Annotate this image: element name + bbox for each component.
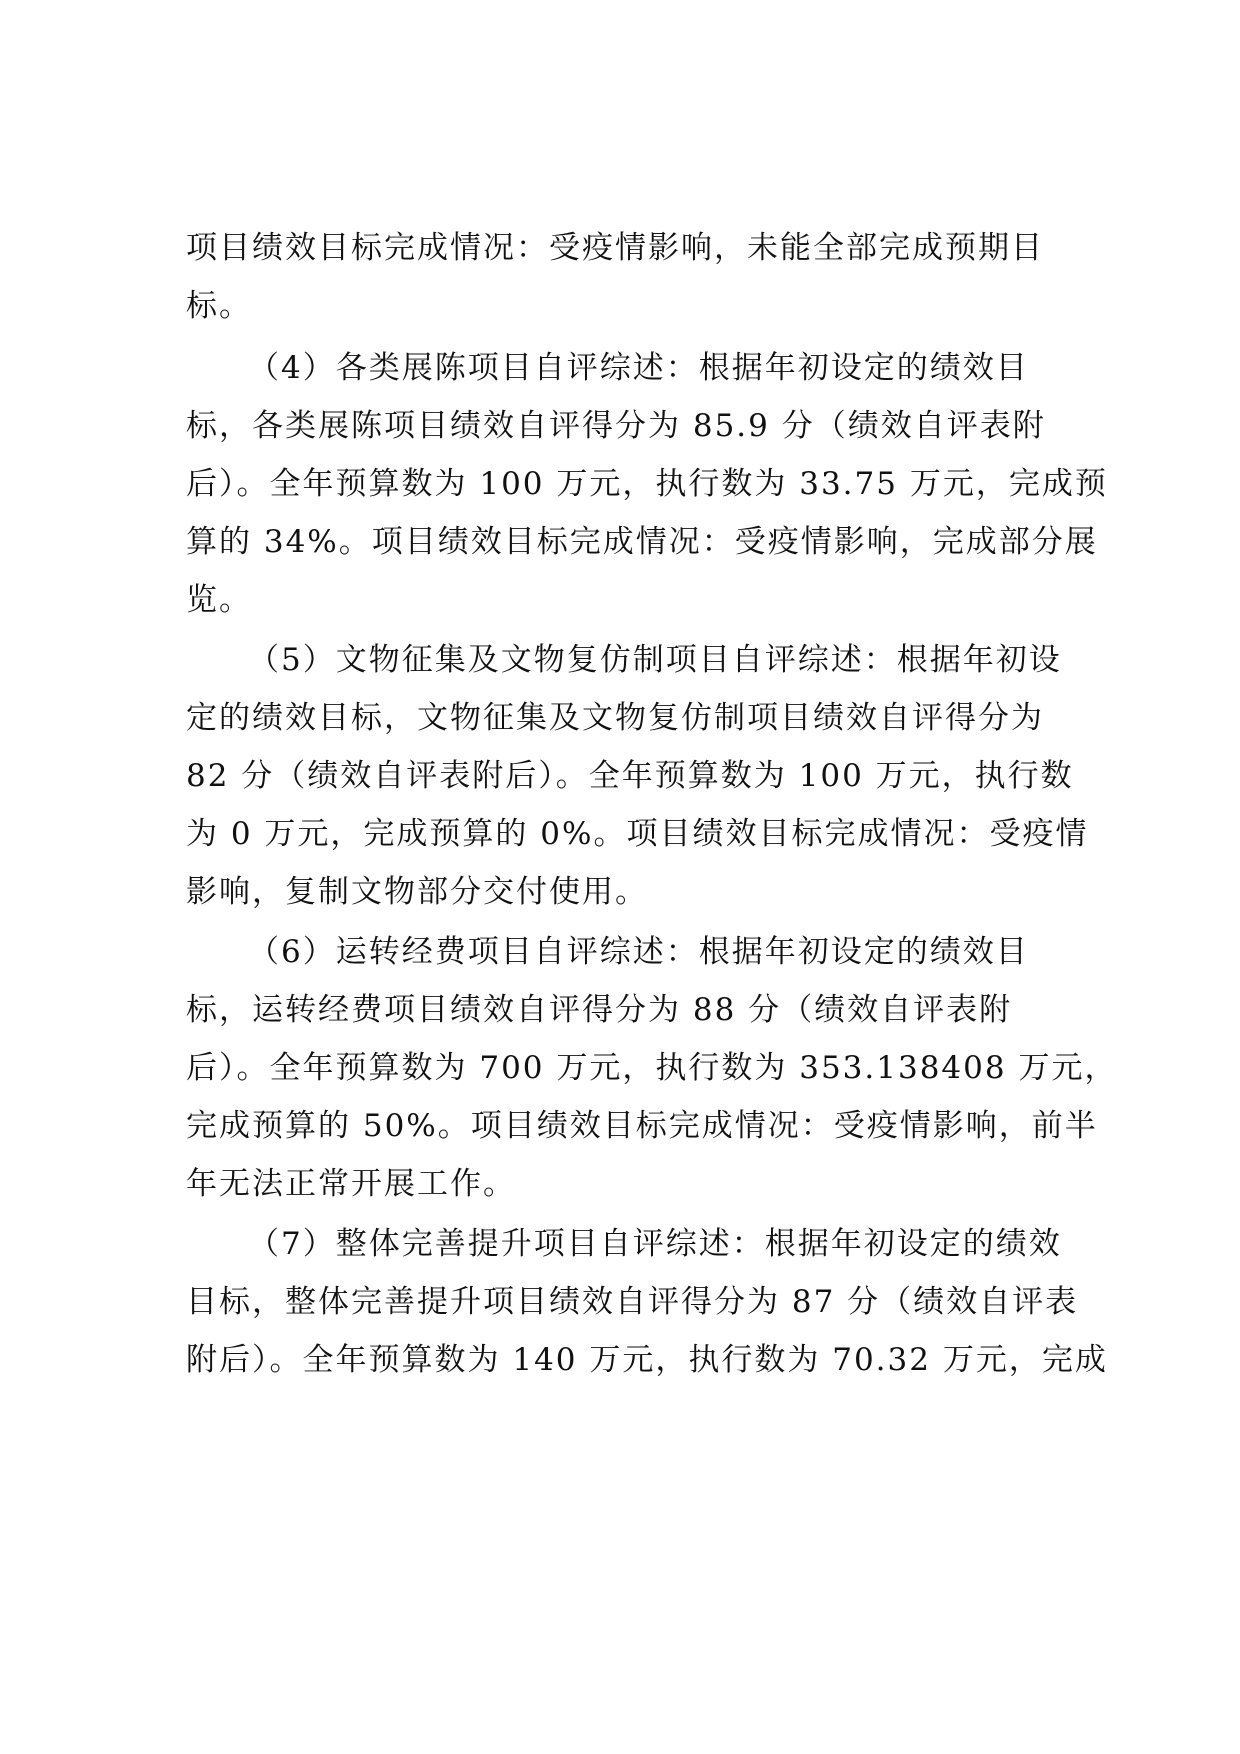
text-line: 览。	[186, 582, 252, 618]
paragraph-5-heading: （5）文物征集及文物复仿制项目自评综述：根据年初设	[248, 642, 1062, 678]
text-line: 后）。全年预算数为 700 万元，执行数为 353.138408 万元，	[186, 1050, 1118, 1086]
text-line: 后）。全年预算数为 100 万元，执行数为 33.75 万元，完成预	[186, 466, 1108, 502]
text-line: 项目绩效目标完成情况：受疫情影响，未能全部完成预期目	[186, 230, 1044, 266]
paragraph-7-heading: （7）整体完善提升项目自评综述：根据年初设定的绩效	[248, 1226, 1062, 1262]
text-line: 为 0 万元，完成预算的 0%。项目绩效目标完成情况：受疫情	[186, 816, 1089, 852]
text-line: 82 分（绩效自评表附后）。全年预算数为 100 万元，执行数	[186, 758, 1074, 794]
text-line: 附后）。全年预算数为 140 万元，执行数为 70.32 万元，完成	[186, 1342, 1108, 1378]
text-line: 目标，整体完善提升项目绩效自评得分为 87 分（绩效自评表	[186, 1284, 1079, 1320]
paragraph-6-heading: （6）运转经费项目自评综述：根据年初设定的绩效目	[248, 934, 1029, 970]
text-line: 完成预算的 50%。项目绩效目标完成情况：受疫情影响，前半	[186, 1108, 1098, 1144]
text-line: 年无法正常开展工作。	[186, 1166, 516, 1202]
text-line: 标。	[186, 288, 252, 324]
text-line: 定的绩效目标，文物征集及文物复仿制项目绩效自评得分为	[186, 700, 1044, 736]
paragraph-4-heading: （4）各类展陈项目自评综述：根据年初设定的绩效目	[248, 350, 1029, 386]
text-line: 算的 34%。项目绩效目标完成情况：受疫情影响，完成部分展	[186, 524, 1098, 560]
text-line: 影响，复制文物部分交付使用。	[186, 874, 648, 910]
text-line: 标，各类展陈项目绩效自评得分为 85.9 分（绩效自评表附	[186, 408, 1046, 444]
text-line: 标，运转经费项目绩效自评得分为 88 分（绩效自评表附	[186, 992, 1013, 1028]
